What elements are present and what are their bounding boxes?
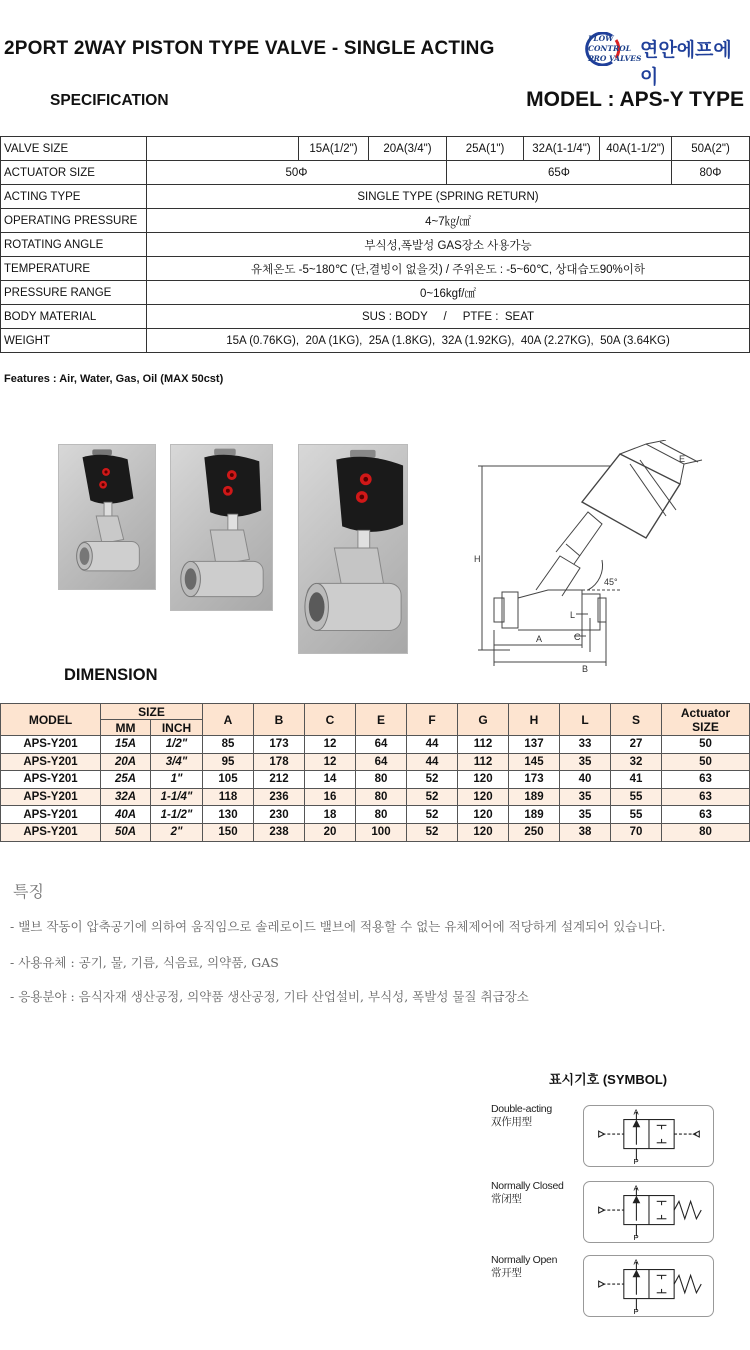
dim-table-cell: APS-Y201 [1,771,101,789]
dim-table-cell: 173 [509,771,560,789]
normally-closed-symbol-icon [584,1182,713,1242]
svg-text:P: P [633,1233,639,1242]
dim-table-row [1,823,750,841]
dim-table-row [1,753,750,771]
dim-table-cell: 32A [101,788,151,806]
dim-table-row [1,771,750,789]
dim-table-cell: 20A [101,753,151,771]
spec-label: WEIGHT [1,329,147,353]
svg-text:P: P [633,1157,639,1166]
dim-table-cell: 52 [407,806,458,824]
valve-photo-large-icon [299,445,407,653]
logo-korean-name: 연안에프에이 [640,40,732,88]
dim-table-cell: 64 [356,753,407,771]
spec-cell: 유체온도 -5~180℃ (단,결빙이 없을것) / 주위온도 : -5~60℃, 상대습도90%이하 [147,257,750,281]
spec-label: PRESSURE RANGE [1,281,147,305]
korean-feature-line: - 응용분야 : 음식자재 생산공정, 의약품 생산공정, 기타 산업설비, 부식성, 폭발성 물질 취급장소 [10,989,529,1004]
spec-row-weight [1,329,750,353]
spec-cell: SINGLE TYPE (SPRING RETURN) [147,185,750,209]
dim-header-actuator [662,704,750,736]
dim-table-cell: APS-Y201 [1,753,101,771]
dim-table-cell: 80 [662,823,750,841]
valve-photo-small [58,444,156,590]
dim-table-cell: 80 [356,806,407,824]
spec-cell: 부식성,폭발성 GAS장소 사용가능 [147,233,750,257]
dim-table-cell: 50 [662,753,750,771]
dim-table-cell: 41 [611,771,662,789]
spec-cell: 20A(3/4") [369,137,447,161]
dim-table-cell: 250 [509,823,560,841]
dim-table-cell: 1/2" [151,736,203,754]
spec-label: VALVE SIZE [1,137,147,161]
dim-header-cell: F [407,704,458,736]
dim-table-cell: 15A [101,736,151,754]
spec-row-valve-size [1,137,750,161]
dim-table-cell: 50 [662,736,750,754]
spec-label: ROTATING ANGLE [1,233,147,257]
spec-cell-empty [147,137,299,161]
dim-table-cell: 25A [101,771,151,789]
dim-table-cell: 18 [305,806,356,824]
dim-table-cell: 52 [407,788,458,806]
dim-table-cell: APS-Y201 [1,806,101,824]
spec-cell: 32A(1-1/4") [524,137,600,161]
spec-cell: 80Φ [672,161,750,185]
symbol-double-acting [583,1105,714,1167]
spec-row-body-material [1,305,750,329]
dim-table-cell: 52 [407,823,458,841]
dim-table-cell: 80 [356,771,407,789]
dimension-heading: DIMENSION [64,666,158,684]
dim-table-cell: 236 [254,788,305,806]
spec-row-pressure-range [1,281,750,305]
dim-table-cell: 35 [560,788,611,806]
dim-table-cell: 150 [203,823,254,841]
dim-table-cell: 230 [254,806,305,824]
spec-cell: 15A(1/2") [299,137,369,161]
dim-table-cell: 189 [509,806,560,824]
dim-header-cell: S [611,704,662,736]
dim-table-cell: 112 [458,736,509,754]
dim-table-cell: 105 [203,771,254,789]
dim-header-cell: SIZE [101,704,203,720]
spec-label: BODY MATERIAL [1,305,147,329]
dim-header-actuator-2: SIZE [692,719,719,734]
dim-table-cell: 52 [407,771,458,789]
valve-photo-medium [170,444,273,611]
dim-table-cell: 238 [254,823,305,841]
dimension-drawing [470,440,710,675]
dim-table-cell: 44 [407,753,458,771]
dim-header-cell: E [356,704,407,736]
drawing-label-l: L [570,610,576,620]
dim-table-cell: 55 [611,788,662,806]
dim-table-cell: 38 [560,823,611,841]
dim-table-cell: APS-Y201 [1,736,101,754]
dim-table-cell: 130 [203,806,254,824]
svg-text:A: A [633,1107,639,1117]
dim-table-cell: APS-Y201 [1,823,101,841]
spec-row-temperature [1,257,750,281]
spec-cell: 15A (0.76KG), 20A (1KG), 25A (1.8KG), 32A (1.92KG), 40A (2.27KG), 50A (3.64KG) [147,329,750,353]
dim-table-cell: 63 [662,806,750,824]
dim-header-row [1,704,750,720]
drawing-label-e: E [679,454,686,464]
dim-header-cell: B [254,704,305,736]
dim-table-cell: 120 [458,823,509,841]
dim-table-cell: 50A [101,823,151,841]
dim-header-cell: G [458,704,509,736]
svg-text:A: A [633,1257,639,1267]
symbol-label-normally-open: Normally Open 常开型 [491,1254,558,1279]
valve-photo-small-icon [59,445,155,589]
dim-table-cell: 44 [407,736,458,754]
drawing-label-h: H [474,554,481,564]
spec-cell: 50Φ [147,161,447,185]
spec-cell: 65Φ [447,161,672,185]
spec-row-actuator-size [1,161,750,185]
dim-table-cell: APS-Y201 [1,788,101,806]
drawing-label-c: C [574,632,581,642]
dim-table-cell: 64 [356,736,407,754]
drawing-label-angle: 45° [604,577,618,587]
drawing-label-a: A [536,634,543,644]
dim-header-cell: MM [101,720,151,736]
spec-cell: 25A(1") [447,137,524,161]
dim-table-cell: 95 [203,753,254,771]
features-text: Features : Air, Water, Gas, Oil (MAX 50cst) [4,373,224,385]
dim-header-cell: C [305,704,356,736]
korean-feature-line: - 밸브 작동이 압축공기에 의하여 움직임으로 솔레로이드 밸브에 적용할 수 없는 유체제어에 적당하게 설계되어 있습니다. [10,919,666,934]
dim-table-cell: 145 [509,753,560,771]
dim-header-cell: L [560,704,611,736]
symbol-label-normally-closed: Normally Closed 常闭型 [491,1180,564,1205]
page-title: 2PORT 2WAY PISTON TYPE VALVE - SINGLE ACTING [4,38,495,59]
spec-cell: SUS : BODY / PTFE : SEAT [147,305,750,329]
model-heading: MODEL : APS-Y TYPE [526,88,744,111]
spec-cell: 0~16kgf/㎠ [147,281,750,305]
spec-cell: 40A(1-1/2") [600,137,672,161]
dim-table-cell: 55 [611,806,662,824]
spec-label: TEMPERATURE [1,257,147,281]
symbol-heading: 표시기호 (SYMBOL) [549,1072,668,1087]
dim-table-cell: 33 [560,736,611,754]
dim-table-cell: 120 [458,806,509,824]
dim-table-cell: 178 [254,753,305,771]
dim-table-cell: 63 [662,788,750,806]
dim-table-cell: 112 [458,753,509,771]
dim-table-cell: 12 [305,753,356,771]
korean-features-heading: 특징 [13,884,44,901]
svg-text:P: P [633,1307,639,1316]
dim-table-cell: 40A [101,806,151,824]
normally-open-symbol-icon [584,1256,713,1316]
double-acting-symbol-icon [584,1106,713,1166]
dim-table-cell: 189 [509,788,560,806]
dimension-table [0,703,750,842]
valve-photo-large [298,444,408,654]
dim-table-cell: 32 [611,753,662,771]
dim-table-cell: 173 [254,736,305,754]
dim-header-actuator-1: Actuator [680,705,731,720]
dim-header-cell: H [509,704,560,736]
dim-table-cell: 118 [203,788,254,806]
spec-cell: 4~7㎏/㎠ [147,209,750,233]
spec-row-rotating-angle [1,233,750,257]
dim-table-cell: 20 [305,823,356,841]
dim-table-cell: 137 [509,736,560,754]
dim-table-cell: 35 [560,806,611,824]
spec-cell: 50A(2") [672,137,750,161]
symbol-normally-closed [583,1181,714,1243]
dim-table-cell: 12 [305,736,356,754]
dim-table-cell: 85 [203,736,254,754]
spec-row-operating-pressure [1,209,750,233]
dim-table-row [1,788,750,806]
spec-row-acting-type [1,185,750,209]
dim-table-row [1,736,750,754]
dim-table-cell: 120 [458,771,509,789]
spec-label: ACTING TYPE [1,185,147,209]
korean-feature-line: - 사용유체 : 공기, 물, 기름, 식음료, 의약품, GAS [10,955,279,970]
dim-header-cell: A [203,704,254,736]
company-logo [582,32,750,88]
dim-table-cell: 40 [560,771,611,789]
dim-header-cell: MODEL [1,704,101,736]
dim-table-cell: 80 [356,788,407,806]
drawing-label-b: B [582,664,589,674]
dim-table-cell: 120 [458,788,509,806]
dim-header-cell: INCH [151,720,203,736]
symbol-normally-open [583,1255,714,1317]
dim-table-cell: 1-1/4" [151,788,203,806]
dim-table-cell: 100 [356,823,407,841]
specification-table [0,136,750,353]
svg-text:A: A [633,1183,639,1193]
dim-table-cell: 35 [560,753,611,771]
symbol-label-double-acting: Double-acting 双作用型 [491,1103,552,1128]
dim-table-cell: 27 [611,736,662,754]
dim-table-cell: 70 [611,823,662,841]
logo-text: FLOW CONTROL PRO VALVES [588,34,642,63]
dim-table-row [1,806,750,824]
dim-table-cell: 212 [254,771,305,789]
dim-table-cell: 16 [305,788,356,806]
dim-table-cell: 63 [662,771,750,789]
specification-heading: SPECIFICATION [50,92,169,109]
dim-table-cell: 1" [151,771,203,789]
dim-table-cell: 1-1/2" [151,806,203,824]
dim-table-cell: 14 [305,771,356,789]
spec-label: OPERATING PRESSURE [1,209,147,233]
valve-photo-medium-icon [171,445,272,610]
dim-table-cell: 2" [151,823,203,841]
spec-label: ACTUATOR SIZE [1,161,147,185]
dim-table-cell: 3/4" [151,753,203,771]
